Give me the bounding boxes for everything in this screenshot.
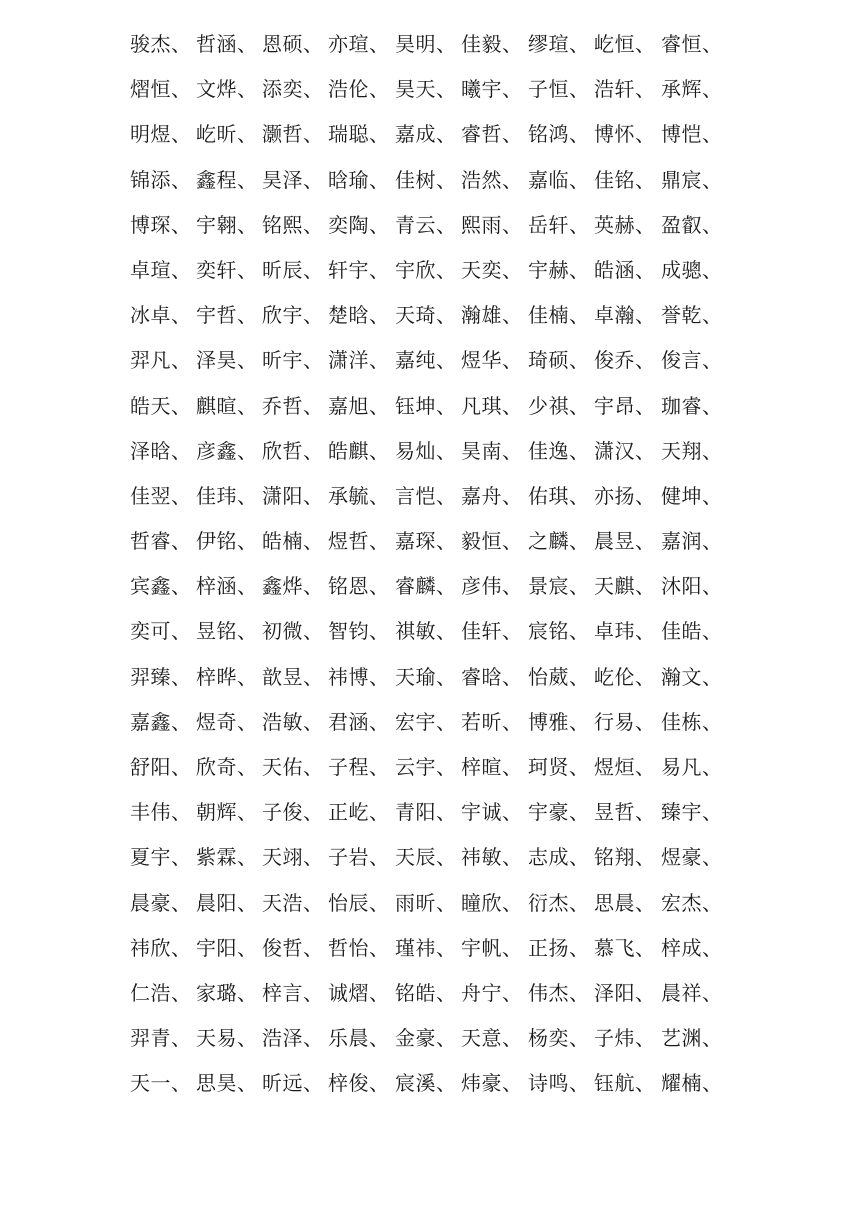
name-row: [130, 208, 770, 253]
name-entry: 诗鸣、: [528, 1071, 590, 1096]
name-entry: 朝辉、: [196, 800, 258, 825]
name-entry: 行易、: [594, 709, 656, 734]
name-entry: 珂贤、: [528, 755, 590, 779]
name-entry: 嘉临、: [528, 167, 590, 192]
name-entry: 昱哲、: [594, 800, 656, 825]
name-entry: 铭皓、: [395, 980, 457, 1005]
name-entry: 宇哲、: [196, 303, 258, 328]
name-entry: 天瑜、: [395, 664, 457, 689]
name-entry: 皓天、: [130, 393, 192, 418]
name-entry: 天佑、: [262, 755, 324, 779]
name-entry: 嘉琛、: [395, 529, 457, 554]
name-entry: 晗瑜、: [328, 167, 390, 192]
name-entry: 睿哲、: [461, 122, 523, 147]
name-entry: 佳毅、: [461, 32, 523, 56]
name-entry: 羿臻、: [130, 664, 192, 689]
name-entry: 俊乔、: [594, 348, 656, 373]
name-entry: 昊泽、: [262, 167, 324, 192]
name-entry: 宇欣、: [395, 257, 457, 282]
name-entry: 昕宇、: [262, 348, 324, 373]
name-entry: 英赫、: [594, 212, 656, 237]
name-entry: 晨昱、: [594, 529, 656, 554]
name-entry: 嘉鑫、: [130, 709, 192, 734]
name-entry: 舒阳、: [130, 755, 192, 779]
name-entry: 言恺、: [395, 483, 457, 508]
name-entry: 鼎宸、: [661, 167, 723, 192]
name-entry: 泽昊、: [196, 348, 258, 373]
name-entry: 景宸、: [528, 574, 590, 599]
name-entry: 浩伦、: [328, 77, 390, 102]
name-entry: 卓瀚、: [594, 303, 656, 328]
name-entry: 潇阳、: [262, 483, 324, 508]
name-row: [130, 434, 770, 479]
name-entry: 瀚文、: [661, 664, 723, 689]
name-entry: 明煜、: [130, 122, 192, 147]
name-entry: 欣哲、: [262, 438, 324, 463]
name-entry: 子俊、: [262, 800, 324, 825]
name-entry: 志成、: [528, 845, 590, 870]
name-entry: 家璐、: [196, 980, 258, 1005]
name-entry: 文烨、: [196, 77, 258, 102]
name-entry: 嘉润、: [661, 529, 723, 554]
name-entry: 嘉舟、: [461, 483, 523, 508]
name-entry: 皓楠、: [262, 529, 324, 554]
name-entry: 凡琪、: [461, 393, 523, 418]
name-entry: 易凡、: [661, 755, 723, 779]
name-entry: 宸溪、: [395, 1071, 457, 1096]
name-entry: 睿麟、: [395, 574, 457, 599]
name-entry: 亦瑄、: [328, 32, 390, 56]
name-entry: 哲睿、: [130, 529, 192, 554]
name-entry: 佳楠、: [528, 303, 590, 328]
name-entry: 浩敏、: [262, 709, 324, 734]
name-entry: 子程、: [328, 755, 390, 779]
name-entry: 盈叡、: [661, 212, 723, 237]
name-entry: 俊哲、: [262, 935, 324, 960]
name-row: [130, 389, 770, 434]
name-entry: 欣宇、: [262, 303, 324, 328]
name-entry: 诚熠、: [328, 980, 390, 1005]
name-entry: 沐阳、: [661, 574, 723, 599]
name-entry: 皓麒、: [328, 438, 390, 463]
name-entry: 卓玮、: [594, 619, 656, 644]
name-entry: 祎欣、: [130, 935, 192, 960]
name-entry: 天翊、: [262, 845, 324, 870]
name-entry: 云宇、: [395, 755, 457, 779]
name-entry: 奕可、: [130, 619, 192, 644]
name-entry: 怡辰、: [328, 890, 390, 915]
name-entry: 博雅、: [528, 709, 590, 734]
name-row: [130, 750, 770, 795]
name-entry: 艺渊、: [661, 1026, 723, 1051]
name-entry: 昊明、: [395, 32, 457, 56]
name-entry: 梓言、: [262, 980, 324, 1005]
name-entry: 舟宁、: [461, 980, 523, 1005]
name-row: [130, 343, 770, 388]
name-entry: 岳轩、: [528, 212, 590, 237]
name-entry: 乔哲、: [262, 393, 324, 418]
name-entry: 添奕、: [262, 77, 324, 102]
name-entry: 浩然、: [461, 167, 523, 192]
name-entry: 瑞聪、: [328, 122, 390, 147]
name-entry: 瑾祎、: [395, 935, 457, 960]
name-entry: 泽阳、: [594, 980, 656, 1005]
name-entry: 博恺、: [661, 122, 723, 147]
name-entry: 智钧、: [328, 619, 390, 644]
name-row: [130, 298, 770, 343]
name-entry: 天翔、: [661, 438, 723, 463]
name-entry: 昕远、: [262, 1071, 324, 1096]
name-row: [130, 569, 770, 614]
name-entry: 恩硕、: [262, 32, 324, 56]
name-entry: 思晨、: [594, 890, 656, 915]
name-entry: 煜华、: [461, 348, 523, 373]
name-entry: 瀚雄、: [461, 303, 523, 328]
name-entry: 天浩、: [262, 890, 324, 915]
name-row: [130, 1021, 770, 1066]
name-entry: 昱铭、: [196, 619, 258, 644]
name-entry: 博怀、: [594, 122, 656, 147]
name-row: [130, 976, 770, 1021]
name-entry: 天麒、: [594, 574, 656, 599]
name-entry: 宏宇、: [395, 709, 457, 734]
name-entry: 铭熙、: [262, 212, 324, 237]
name-entry: 哲怡、: [328, 935, 390, 960]
name-entry: 宇昂、: [594, 393, 656, 418]
name-entry: 楚晗、: [328, 303, 390, 328]
name-row: [130, 931, 770, 976]
name-entry: 君涵、: [328, 709, 390, 734]
name-entry: 钰航、: [594, 1071, 656, 1096]
name-entry: 昊南、: [461, 438, 523, 463]
name-entry: 彦伟、: [461, 574, 523, 599]
name-entry: 铭恩、: [328, 574, 390, 599]
name-entry: 乐晨、: [328, 1026, 390, 1051]
name-entry: 佳翌、: [130, 483, 192, 508]
name-entry: 梓暄、: [461, 755, 523, 779]
name-entry: 缪瑄、: [528, 32, 590, 56]
name-entry: 屹恒、: [594, 32, 656, 56]
name-entry: 子炜、: [594, 1026, 656, 1051]
name-entry: 易灿、: [395, 438, 457, 463]
name-list: [130, 27, 770, 1112]
name-entry: 奕轩、: [196, 257, 258, 282]
name-entry: 佳玮、: [196, 483, 258, 508]
name-entry: 宇豪、: [528, 800, 590, 825]
name-entry: 承辉、: [661, 77, 723, 102]
name-entry: 宇诚、: [461, 800, 523, 825]
name-entry: 耀楠、: [661, 1071, 723, 1096]
name-entry: 欣奇、: [196, 755, 258, 779]
name-entry: 俊言、: [661, 348, 723, 373]
name-entry: 熙雨、: [461, 212, 523, 237]
name-entry: 炜豪、: [461, 1071, 523, 1096]
name-entry: 宇翱、: [196, 212, 258, 237]
name-entry: 铭翔、: [594, 845, 656, 870]
name-entry: 佳皓、: [661, 619, 723, 644]
name-entry: 宸铭、: [528, 619, 590, 644]
name-row: [130, 886, 770, 931]
name-entry: 少祺、: [528, 393, 590, 418]
name-entry: 铭鸿、: [528, 122, 590, 147]
name-entry: 潇汉、: [594, 438, 656, 463]
name-entry: 伟杰、: [528, 980, 590, 1005]
name-entry: 成骢、: [661, 257, 723, 282]
name-entry: 仁浩、: [130, 980, 192, 1005]
name-entry: 琦硕、: [528, 348, 590, 373]
name-entry: 杨奕、: [528, 1026, 590, 1051]
name-entry: 佳树、: [395, 167, 457, 192]
name-entry: 祺敏、: [395, 619, 457, 644]
name-entry: 睿恒、: [661, 32, 723, 56]
name-entry: 子岩、: [328, 845, 390, 870]
name-entry: 毅恒、: [461, 529, 523, 554]
name-entry: 宇阳、: [196, 935, 258, 960]
name-row: [130, 705, 770, 750]
name-entry: 梓晔、: [196, 664, 258, 689]
name-entry: 思昊、: [196, 1071, 258, 1096]
name-row: [130, 163, 770, 208]
name-entry: 雨昕、: [395, 890, 457, 915]
name-entry: 天意、: [461, 1026, 523, 1051]
name-row: [130, 72, 770, 117]
name-entry: 天琦、: [395, 303, 457, 328]
name-entry: 紫霖、: [196, 845, 258, 870]
name-entry: 宇帆、: [461, 935, 523, 960]
name-entry: 屹伦、: [594, 664, 656, 689]
name-entry: 鑫烨、: [262, 574, 324, 599]
name-entry: 煜烜、: [594, 755, 656, 779]
name-entry: 晨祥、: [661, 980, 723, 1005]
name-entry: 瞳欣、: [461, 890, 523, 915]
name-entry: 正屹、: [328, 800, 390, 825]
name-entry: 佳铭、: [594, 167, 656, 192]
name-entry: 羿青、: [130, 1026, 192, 1051]
name-entry: 伊铭、: [196, 529, 258, 554]
name-row: [130, 840, 770, 885]
name-entry: 天辰、: [395, 845, 457, 870]
name-row: [130, 27, 770, 72]
name-entry: 正扬、: [528, 935, 590, 960]
name-row: [130, 1066, 770, 1111]
name-entry: 煜豪、: [661, 845, 723, 870]
name-entry: 晨阳、: [196, 890, 258, 915]
name-entry: 慕飞、: [594, 935, 656, 960]
name-entry: 煜哲、: [328, 529, 390, 554]
name-entry: 锦添、: [130, 167, 192, 192]
name-entry: 丰伟、: [130, 800, 192, 825]
name-entry: 轩宇、: [328, 257, 390, 282]
name-entry: 博琛、: [130, 212, 192, 237]
name-row: [130, 253, 770, 298]
name-entry: 怡葳、: [528, 664, 590, 689]
name-entry: 睿晗、: [461, 664, 523, 689]
name-entry: 天奕、: [461, 257, 523, 282]
name-entry: 天易、: [196, 1026, 258, 1051]
name-entry: 熠恒、: [130, 77, 192, 102]
name-entry: 卓瑄、: [130, 257, 192, 282]
name-row: [130, 117, 770, 162]
name-entry: 麒暄、: [196, 393, 258, 418]
name-entry: 煜奇、: [196, 709, 258, 734]
name-entry: 钰坤、: [395, 393, 457, 418]
name-entry: 昊天、: [395, 77, 457, 102]
name-entry: 潇洋、: [328, 348, 390, 373]
name-entry: 佳栋、: [661, 709, 723, 734]
name-entry: 梓俊、: [328, 1071, 390, 1096]
name-entry: 宏杰、: [661, 890, 723, 915]
name-entry: 浩轩、: [594, 77, 656, 102]
name-entry: 祎敏、: [461, 845, 523, 870]
name-entry: 夏宇、: [130, 845, 192, 870]
name-entry: 宇赫、: [528, 257, 590, 282]
name-entry: 子恒、: [528, 77, 590, 102]
name-entry: 歆昱、: [262, 664, 324, 689]
name-entry: 青阳、: [395, 800, 457, 825]
name-entry: 梓涵、: [196, 574, 258, 599]
name-entry: 骏杰、: [130, 32, 192, 56]
name-row: [130, 660, 770, 705]
name-entry: 羿凡、: [130, 348, 192, 373]
name-entry: 之麟、: [528, 529, 590, 554]
name-entry: 天一、: [130, 1071, 192, 1096]
name-entry: 嘉成、: [395, 122, 457, 147]
name-entry: 嘉纯、: [395, 348, 457, 373]
name-entry: 臻宇、: [661, 800, 723, 825]
name-entry: 梓成、: [661, 935, 723, 960]
name-entry: 祎博、: [328, 664, 390, 689]
name-entry: 鑫程、: [196, 167, 258, 192]
name-row: [130, 524, 770, 569]
name-entry: 佑琪、: [528, 483, 590, 508]
name-entry: 衍杰、: [528, 890, 590, 915]
name-entry: 嘉旭、: [328, 393, 390, 418]
name-entry: 冰卓、: [130, 303, 192, 328]
name-entry: 哲涵、: [196, 32, 258, 56]
name-row: [130, 795, 770, 840]
name-entry: 金豪、: [395, 1026, 457, 1051]
name-entry: 浩泽、: [262, 1026, 324, 1051]
name-entry: 皓涵、: [594, 257, 656, 282]
name-entry: 奕陶、: [328, 212, 390, 237]
name-entry: 佳逸、: [528, 438, 590, 463]
name-entry: 灏哲、: [262, 122, 324, 147]
name-entry: 泽晗、: [130, 438, 192, 463]
name-entry: 佳轩、: [461, 619, 523, 644]
name-entry: 昕辰、: [262, 257, 324, 282]
name-row: [130, 614, 770, 659]
name-entry: 若昕、: [461, 709, 523, 734]
name-entry: 初微、: [262, 619, 324, 644]
name-entry: 青云、: [395, 212, 457, 237]
name-entry: 晨豪、: [130, 890, 192, 915]
name-entry: 珈睿、: [661, 393, 723, 418]
name-entry: 健坤、: [661, 483, 723, 508]
name-entry: 亦扬、: [594, 483, 656, 508]
name-entry: 曦宇、: [461, 77, 523, 102]
name-row: [130, 479, 770, 524]
name-entry: 宾鑫、: [130, 574, 192, 599]
name-entry: 彦鑫、: [196, 438, 258, 463]
name-entry: 誉乾、: [661, 303, 723, 328]
name-entry: 承毓、: [328, 483, 390, 508]
name-entry: 屹昕、: [196, 122, 258, 147]
